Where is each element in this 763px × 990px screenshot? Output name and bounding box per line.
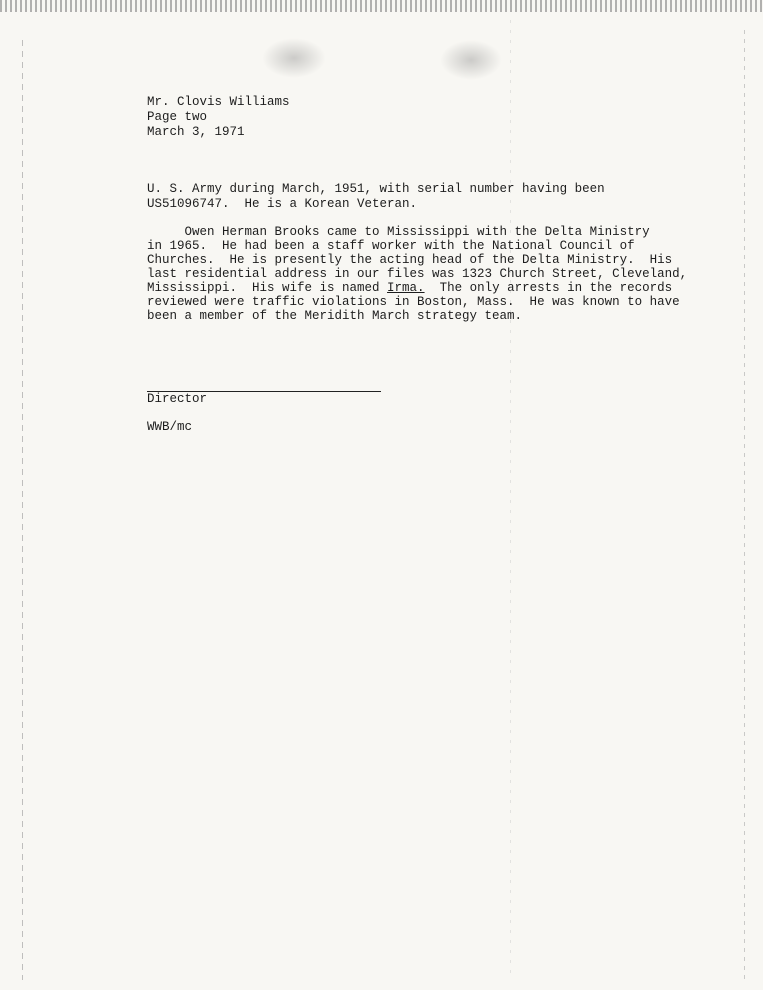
stamp-smudge-right: [440, 40, 502, 80]
recipient-line: Mr. Clovis Williams: [147, 95, 290, 109]
page-number-line: Page two: [147, 110, 208, 124]
paragraph-2-line-1: Owen Herman Brooks came to Mississippi with the Delta Ministry: [147, 225, 650, 239]
fold-mark: [510, 20, 511, 980]
left-margin-mark: [22, 40, 23, 980]
paragraph-2-line-3: Churches. He is presently the acting head of the Delta Ministry. His: [147, 253, 673, 267]
paragraph-2-line-5: [147, 281, 672, 296]
paragraph-2-line-2: in 1965. He had been a staff worker with the National Council of: [147, 239, 635, 253]
line-5-text-before: Mississippi. His wife is named: [147, 281, 388, 295]
wife-name: Irma.: [387, 281, 425, 295]
perforated-top-edge: [0, 0, 763, 12]
line-5-text-after: The only arrests in the records: [424, 281, 673, 295]
paragraph-1-line-2: US51096747. He is a Korean Veteran.: [147, 197, 418, 211]
signature-title: Director: [147, 392, 208, 406]
typist-initials: WWB/mc: [147, 420, 193, 434]
paragraph-2-line-7: been a member of the Meridith March strategy team.: [147, 309, 523, 323]
paragraph-2-line-4: last residential address in our files was 1323 Church Street, Cleveland,: [147, 267, 688, 281]
right-margin-mark: [744, 30, 745, 980]
stamp-smudge-left: [262, 38, 326, 78]
date-line: March 3, 1971: [147, 125, 245, 139]
paragraph-2-line-6: reviewed were traffic violations in Boston, Mass. He was known to have: [147, 295, 680, 309]
paragraph-1-line-1: U. S. Army during March, 1951, with serial number having been: [147, 182, 605, 196]
